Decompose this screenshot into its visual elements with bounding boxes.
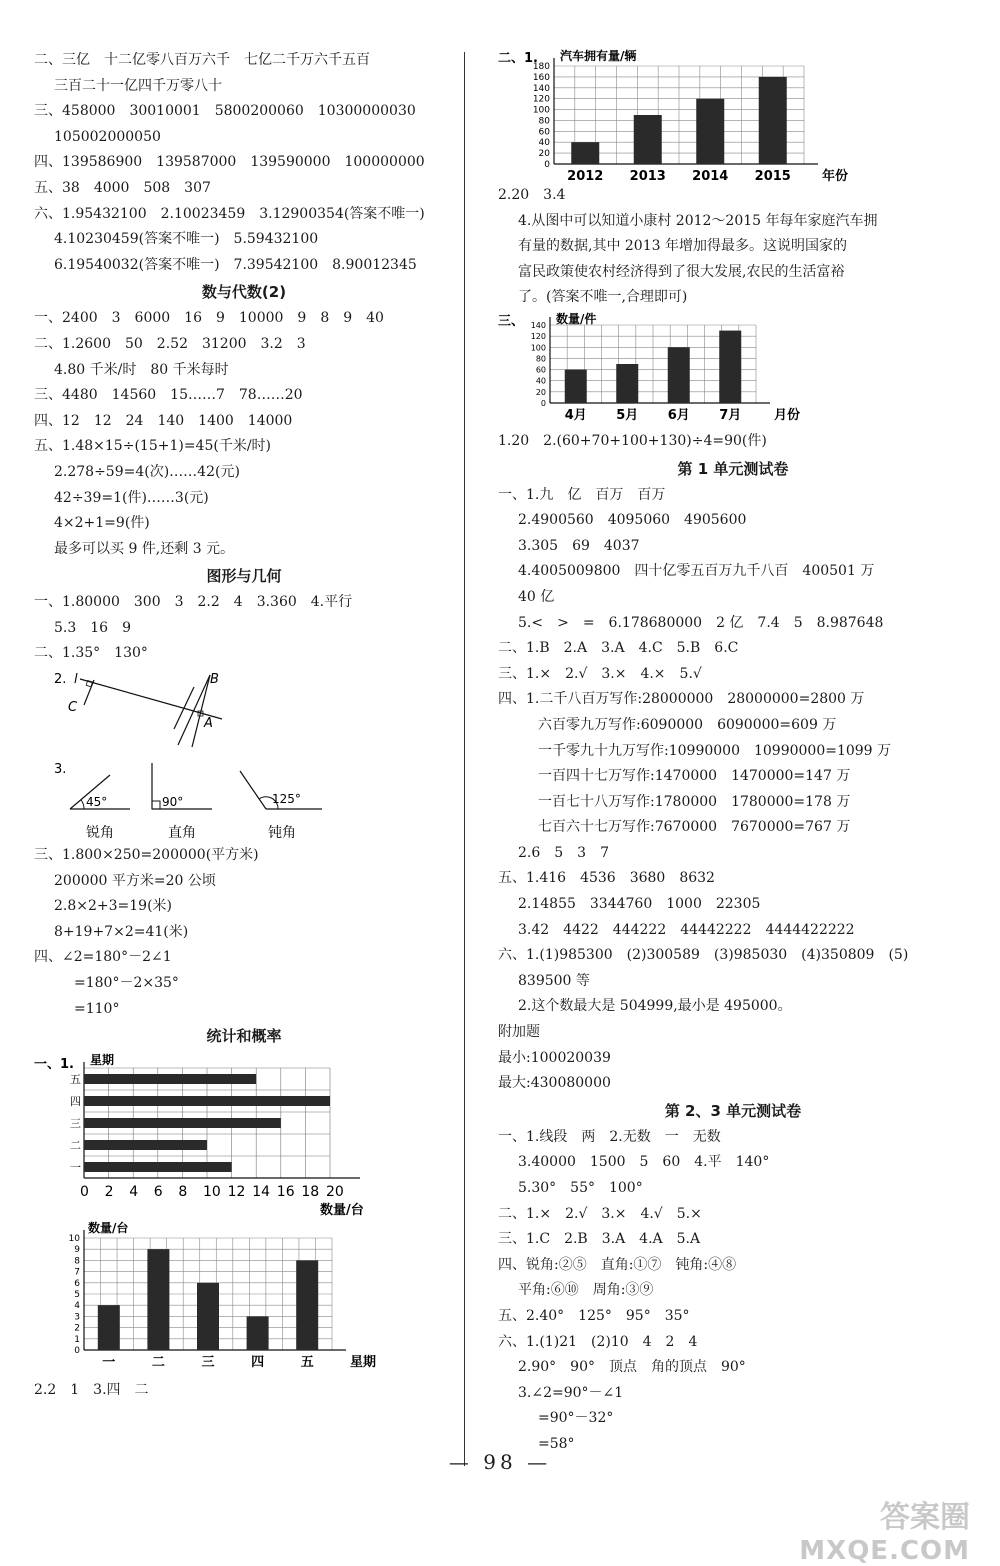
category-label: 2015 [754, 169, 791, 183]
y-tick-label: 3 [74, 1312, 80, 1323]
y-tick-label: 5 [74, 1290, 80, 1301]
answer-line: 一、1.九 亿 百万 百万 [498, 486, 666, 503]
bar [565, 370, 587, 403]
y-tick-label: 4 [74, 1301, 80, 1312]
y-axis-title: 数量/台 [88, 1221, 129, 1236]
answer-line: 2.90° 90° 顶点 角的顶点 90° [518, 1359, 746, 1376]
answer-line: 一百七十八万写作:1780000 1780000=178 万 [538, 793, 851, 810]
bar [616, 364, 638, 403]
x-tick-label: 18 [301, 1184, 320, 1201]
answer-line: 四、∠2=180°－2∠1 [34, 949, 172, 966]
bar [759, 77, 787, 164]
y-tick-label: 20 [535, 387, 546, 397]
answer-line: 三、4480 14560 15……7 78……20 [34, 387, 303, 404]
right-analysis-lines [498, 183, 968, 311]
category-label: 三 [70, 1117, 81, 1131]
y-tick-label: 100 [530, 343, 546, 353]
bar [247, 1317, 269, 1351]
answer-line: 2.278÷59=4(次)……42(元) [54, 463, 240, 480]
answer-line: 8+19+7×2=41(米) [54, 923, 189, 940]
answer-line: 了。(答案不唯一,合理即可) [518, 289, 688, 306]
answer-line: 五、1.416 4536 3680 8632 [498, 870, 715, 887]
point-a-label: A [204, 716, 213, 732]
y-tick-label: 1 [74, 1335, 80, 1346]
answer-line: 3.∠2=90°－∠1 [518, 1384, 624, 1401]
answer-line: 4×2+1=9(件) [54, 515, 150, 532]
answer-line: 平角:⑥⑩ 周角:③⑨ [518, 1282, 654, 1299]
x-tick-label: 8 [178, 1184, 188, 1201]
y-tick-label: 0 [544, 160, 550, 170]
y-tick-label: 120 [530, 332, 546, 342]
answer-line: 5.30° 55° 100° [518, 1180, 643, 1196]
answer-line: 六、1.95432100 2.10023459 3.12900354(答案不唯一) [34, 205, 425, 222]
answer-line: 三百二十一亿四千万零八十 [54, 77, 222, 94]
answer-line: 二、1.B 2.A 3.A 4.C 5.B 6.C [498, 640, 739, 657]
answer-line: 最多可以买 9 件,还剩 3 元。 [54, 540, 235, 557]
x-tick-label: 20 [326, 1184, 344, 1201]
category-label: 2013 [629, 169, 666, 183]
category-label: 五 [70, 1073, 81, 1087]
answer-line: 1.20 2.(60+70+100+130)÷4=90(件) [498, 432, 767, 449]
answer-line: 三、1.× 2.√ 3.× 4.× 5.√ [498, 665, 702, 682]
answer-line: 四、1.二千八百万写作:28000000 28000000=2800 万 [498, 691, 865, 708]
bar [147, 1249, 169, 1350]
answer-line: 四、139586900 139587000 139590000 100000000 [34, 154, 425, 171]
angles-figure [34, 751, 454, 843]
answer-line: 七百六十七万写作:7670000 7670000=767 万 [538, 819, 851, 836]
answer-line: 4.10230459(答案不唯一) 5.59432100 [54, 231, 319, 248]
category-label: 二 [151, 1355, 165, 1371]
x-tick-label: 2 [104, 1184, 114, 1201]
answer-line: 最小:100020039 [498, 1049, 611, 1066]
bar [84, 1074, 256, 1084]
section-heading: 第 1 单元测试卷 [677, 459, 789, 478]
watermark-line2: MXQE.COM [799, 1536, 970, 1566]
x-tick-label: 16 [276, 1184, 295, 1201]
section-heading: 统计和概率 [206, 1027, 282, 1046]
bar [719, 331, 741, 403]
y-tick-label: 140 [532, 83, 550, 94]
x-axis-title: 数量/台 [320, 1203, 364, 1219]
answer-line: 三、1.800×250=200000(平方米) [34, 847, 259, 864]
answer-line: 2.这个数最大是 504999,最小是 495000。 [518, 998, 792, 1015]
acute-degree: 45° [86, 795, 108, 810]
answer-line: 六、1.(1)21 (2)10 4 2 4 [498, 1333, 698, 1350]
fig-label: 2. [54, 672, 67, 688]
answer-line: 二、1.2600 50 2.52 31200 3.2 3 [34, 335, 306, 352]
category-label: 5月 [616, 407, 639, 423]
answer-line: 3.40000 1500 5 60 4.平 140° [518, 1154, 770, 1171]
stat-answer-line: 2.2 1 3.四 二 [34, 1382, 149, 1399]
y-tick-label: 8 [74, 1256, 80, 1267]
weekday-vbar-chart [34, 1220, 454, 1378]
y-tick-label: 180 [532, 62, 550, 72]
answer-line: 2.20 3.4 [498, 187, 566, 203]
y-tick-label: 120 [532, 94, 550, 105]
answer-line: 3.42 4422 444222 44442222 4444422222 [518, 921, 855, 938]
bar [696, 99, 724, 164]
x-tick-label: 14 [252, 1184, 271, 1201]
answer-line: 二、1.× 2.√ 3.× 4.√ 5.× [498, 1205, 702, 1222]
category-label: 四 [70, 1095, 81, 1109]
y-tick-label: 0 [74, 1346, 80, 1357]
bar [84, 1096, 330, 1106]
category-label: 二 [70, 1139, 81, 1153]
monthly-quantity-chart [498, 311, 968, 429]
x-axis-title: 年份 [822, 169, 849, 183]
y-tick-label: 100 [532, 105, 550, 116]
answer-line: 附加题 [498, 1024, 540, 1041]
right-name: 直角 [168, 825, 196, 842]
x-axis-title: 月份 [774, 407, 801, 423]
y-tick-label: 2 [74, 1323, 80, 1334]
answer-line: 有量的数据,其中 2013 年增加得最多。这说明国家的 [518, 238, 847, 255]
car-ownership-chart [498, 48, 968, 183]
answer-line: 40 亿 [518, 588, 555, 605]
left-answer-lines [34, 48, 454, 667]
answer-line: 二、1.35° 130° [34, 645, 148, 662]
left-column [34, 48, 454, 1404]
category-label: 7月 [719, 407, 742, 423]
x-tick-label: 4 [129, 1184, 139, 1201]
page-number: — 98 — [448, 1450, 552, 1474]
bar [571, 142, 599, 164]
y-tick-label: 40 [538, 138, 550, 149]
answer-line: 4.4005009800 四十亿零五百万九千八百 400501 万 [518, 563, 875, 580]
angles-label: 3. [54, 762, 67, 778]
question-label: 三、 [498, 313, 525, 329]
answer-line: 三、458000 30010001 5800200060 10300000030 [34, 103, 416, 120]
section-heading: 图形与几何 [206, 567, 282, 586]
answer-line: =180°－2×35° [74, 975, 179, 992]
weekday-hbar-chart [34, 1050, 454, 1220]
y-tick-label: 160 [532, 72, 550, 83]
point-c-label: C [68, 700, 78, 716]
y-tick-label: 80 [538, 116, 550, 127]
category-label: 四 [251, 1355, 265, 1371]
answer-line: 一、2400 3 6000 16 9 10000 9 8 9 40 [34, 310, 384, 327]
column-divider [464, 52, 465, 1466]
line-l-label: l [74, 672, 78, 688]
watermark [799, 1492, 970, 1566]
answer-line: =90°－32° [538, 1410, 614, 1427]
bar [197, 1283, 219, 1350]
y-axis-title: 汽车拥有量/辆 [560, 49, 637, 63]
bar [84, 1118, 281, 1128]
answer-line: =110° [74, 1000, 120, 1017]
answer-line: 五、38 4000 508 307 [34, 179, 211, 196]
x-tick-label: 0 [80, 1184, 89, 1201]
y-tick-label: 20 [538, 149, 550, 160]
section-heading: 数与代数(2) [201, 283, 287, 302]
answer-line: 一千零九十九万写作:10990000 10990000=1099 万 [538, 742, 892, 759]
y-tick-label: 7 [74, 1267, 80, 1278]
obtuse-degree: 125° [272, 792, 301, 807]
question-label: 一、1. [34, 1057, 74, 1073]
x-tick-label: 6 [153, 1184, 163, 1201]
answer-line: 2.8×2+3=19(米) [54, 898, 173, 915]
answer-line: 200000 平方米=20 公顷 [54, 872, 216, 889]
y-tick-label: 10 [68, 1234, 80, 1245]
answer-line: 五、2.40° 125° 95° 35° [498, 1307, 690, 1324]
right-column [498, 48, 968, 1458]
point-b-label: B [210, 672, 219, 688]
answer-line: 二、三亿 十二亿零八百万六千 七亿二千万六千五百 [34, 52, 370, 68]
answer-line: 2.6 5 3 7 [518, 844, 609, 861]
x-tick-label: 12 [227, 1184, 246, 1201]
bar [84, 1162, 232, 1172]
right-answer-lines [498, 429, 968, 1458]
category-label: 五 [300, 1355, 314, 1371]
answer-line: 四、锐角:②⑤ 直角:①⑦ 钝角:④⑧ [498, 1256, 737, 1273]
y-tick-label: 40 [535, 376, 546, 386]
answer-line: 富民政策使农村经济得到了很大发展,农民的生活富裕 [518, 263, 845, 280]
answer-line: 一、1.80000 300 3 2.2 4 3.360 4.平行 [34, 594, 353, 611]
parallel-lines-figure [34, 667, 454, 751]
x-tick-label: 10 [203, 1184, 221, 1201]
category-label: 三 [201, 1355, 215, 1371]
answer-line: 6.19540032(答案不唯一) 7.39542100 8.90012345 [54, 256, 417, 273]
bar [84, 1140, 207, 1150]
watermark-line1: 答案圈 [880, 1500, 970, 1535]
answer-line: 839500 等 [518, 972, 590, 989]
y-tick-label: 60 [538, 127, 550, 138]
bar [634, 115, 662, 164]
category-label: 一 [70, 1161, 81, 1175]
y-tick-label: 6 [74, 1279, 80, 1290]
answer-line: 5.< > = 6.178680000 2 亿 7.4 5 8.987648 [518, 614, 884, 631]
answer-line: 2.14855 3344760 1000 22305 [518, 896, 761, 913]
answer-line: 六、1.(1)985300 (2)300589 (3)985030 (4)350809 (5) [498, 947, 909, 964]
category-label: 2012 [567, 169, 604, 183]
y-tick-label: 0 [540, 398, 546, 408]
y-tick-label: 140 [530, 320, 546, 330]
answer-line: 最大:430080000 [498, 1075, 611, 1092]
bar [296, 1261, 318, 1351]
x-axis-title: 星期 [350, 1355, 377, 1371]
answer-line: 4.80 千米/时 80 千米每时 [54, 361, 229, 378]
answer-line: 4.从图中可以知道小康村 2012～2015 年每年家庭汽车拥 [518, 212, 878, 229]
answer-line: 42÷39=1(件)……3(元) [54, 489, 209, 506]
y-axis-title: 星期 [90, 1053, 115, 1068]
answer-line: 3.305 69 4037 [518, 537, 640, 554]
category-label: 一 [102, 1355, 116, 1371]
category-label: 4月 [564, 407, 587, 423]
answer-line: 四、12 12 24 140 1400 14000 [34, 412, 293, 429]
bar [668, 347, 690, 403]
y-axis-title: 数量/件 [556, 311, 597, 326]
category-label: 2014 [692, 169, 729, 183]
section-heading: 第 2、3 单元测试卷 [664, 1101, 802, 1120]
y-tick-label: 80 [535, 354, 546, 364]
answer-line: 一百四十七万写作:1470000 1470000=147 万 [538, 768, 851, 785]
answer-line: 三、1.C 2.B 3.A 4.A 5.A [498, 1231, 701, 1248]
answer-line: 五、1.48×15÷(15+1)=45(千米/时) [34, 438, 272, 455]
category-label: 6月 [667, 407, 690, 423]
answer-line: =58° [538, 1435, 575, 1452]
answer-line: 105002000050 [54, 128, 161, 145]
left-answer-lines-2 [34, 843, 454, 1050]
answer-line: 六百零九万写作:6090000 6090000=609 万 [538, 716, 837, 733]
question-label: 二、1. [498, 51, 538, 66]
bar [98, 1305, 120, 1350]
answer-line: 2.4900560 4095060 4905600 [518, 512, 747, 529]
right-degree: 90° [162, 795, 184, 810]
obtuse-name: 钝角 [268, 825, 296, 842]
acute-name: 锐角 [86, 825, 114, 842]
y-tick-label: 60 [535, 365, 546, 375]
y-tick-label: 9 [74, 1245, 80, 1256]
answer-line: 一、1.线段 两 2.无数 一 无数 [498, 1128, 721, 1145]
answer-line: 5.3 16 9 [54, 619, 131, 636]
